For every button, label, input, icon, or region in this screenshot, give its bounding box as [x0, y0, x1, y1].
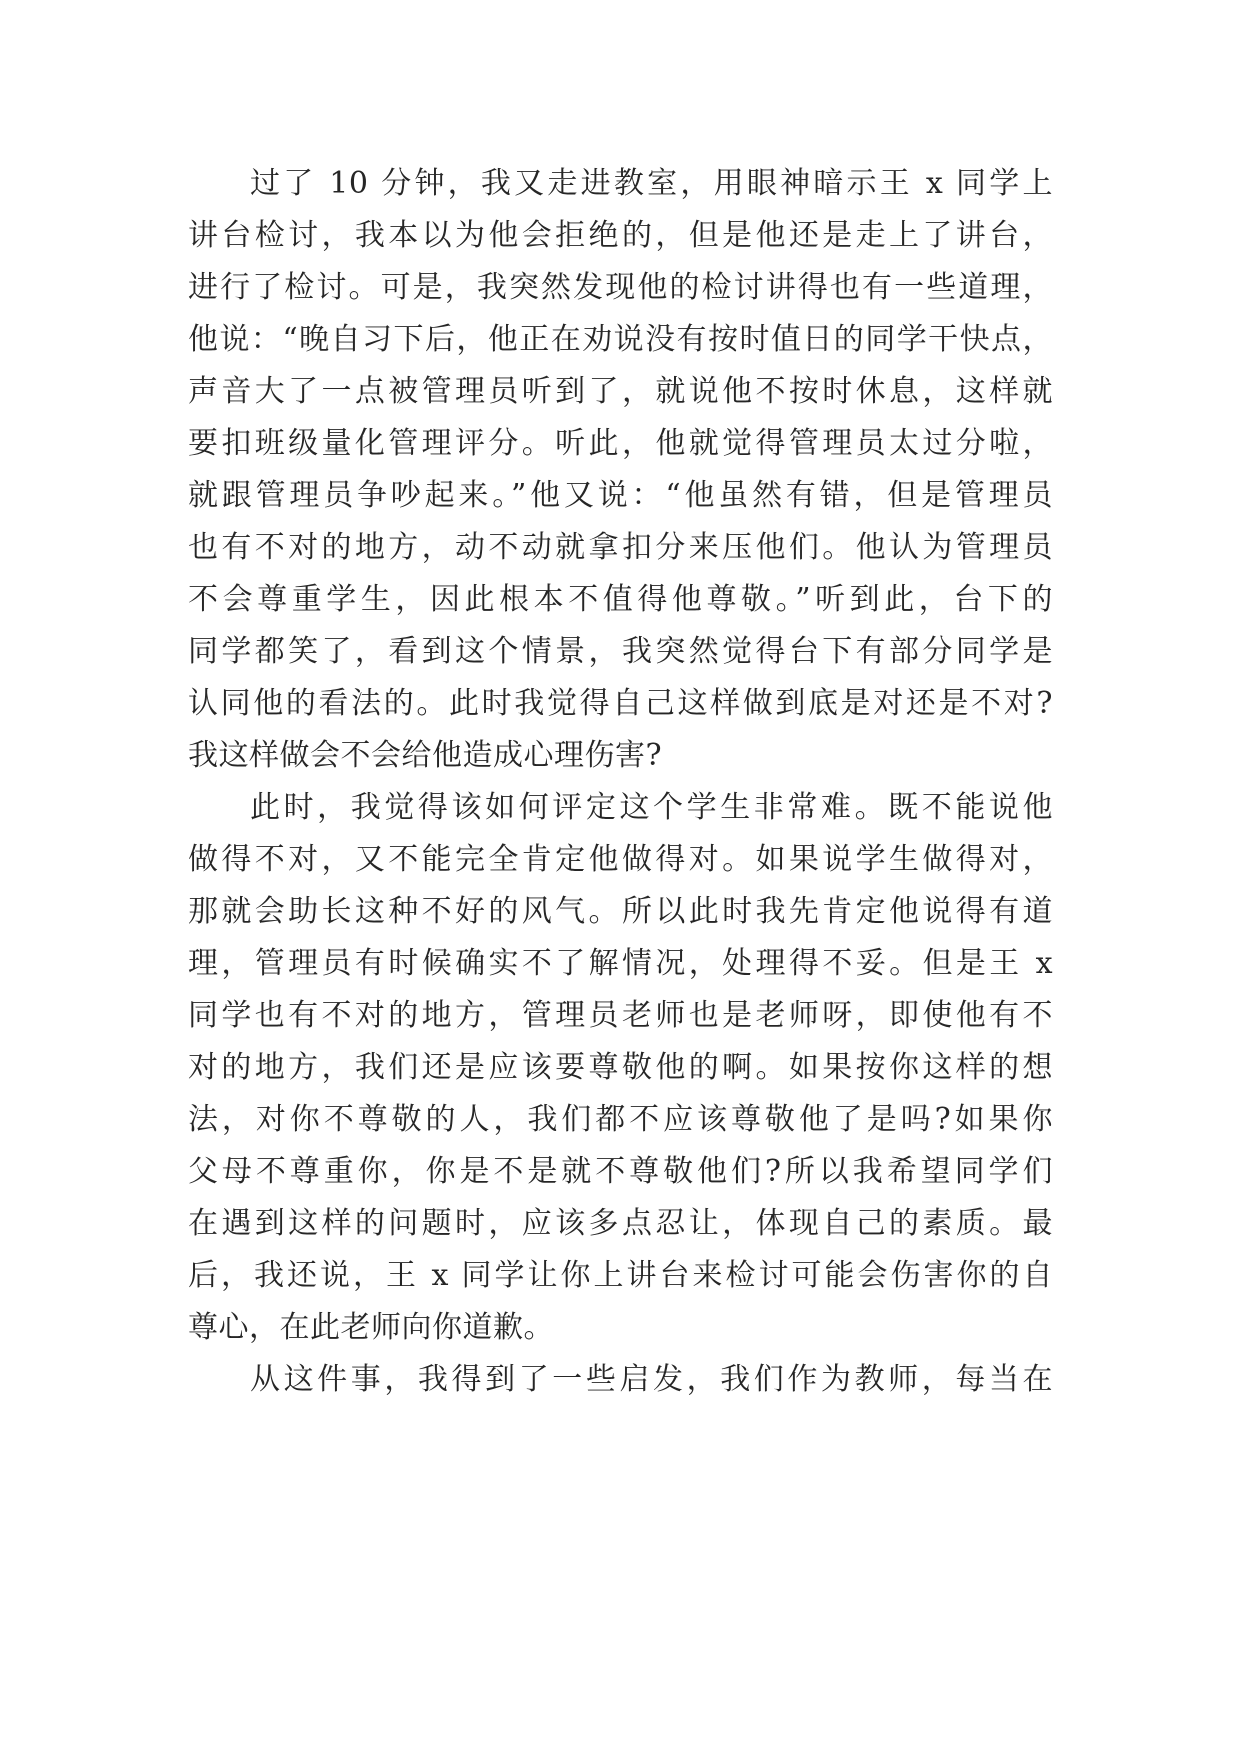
text-line: 父母不尊重你，你是不是就不尊敬他们?所以我希望同学们 — [188, 1154, 1053, 1189]
text-line: 过了 10 分钟，我又走进教室，用眼神暗示王 x 同学上 — [250, 166, 1053, 201]
text-line: 他说：“晚自习下后，他正在劝说没有按时值日的同学干快点， — [188, 322, 1053, 357]
text-line: 不会尊重学生，因此根本不值得他尊敬。”听到此，台下的 — [188, 582, 1053, 617]
text-line: 也有不对的地方，动不动就拿扣分来压他们。他认为管理员 — [188, 530, 1053, 565]
text-line: 那就会助长这种不好的风气。所以此时我先肯定他说得有道 — [188, 894, 1053, 929]
text-line: 后，我还说，王 x 同学让你上讲台来检讨可能会伤害你的自 — [188, 1258, 1053, 1293]
text-line: 此时，我觉得该如何评定这个学生非常难。既不能说他 — [250, 790, 1053, 825]
text-line: 理，管理员有时候确实不了解情况，处理得不妥。但是王 x — [188, 946, 1053, 981]
text-line: 认同他的看法的。此时我觉得自己这样做到底是对还是不对? — [188, 686, 1053, 721]
text-line: 进行了检讨。可是，我突然发现他的检讨讲得也有一些道理， — [188, 270, 1053, 305]
text-line: 法，对你不尊敬的人，我们都不应该尊敬他了是吗?如果你 — [188, 1102, 1053, 1137]
text-line: 在遇到这样的问题时，应该多点忍让，体现自己的素质。最 — [188, 1206, 1053, 1241]
text-line: 同学都笑了，看到这个情景，我突然觉得台下有部分同学是 — [188, 634, 1053, 669]
paragraph-2 — [188, 782, 1053, 1354]
text-line: 对的地方，我们还是应该要尊敬他的啊。如果按你这样的想 — [188, 1050, 1053, 1085]
text-line: 从这件事，我得到了一些启发，我们作为教师，每当在 — [250, 1362, 1053, 1397]
text-line: 声音大了一点被管理员听到了，就说他不按时休息，这样就 — [188, 374, 1053, 409]
text-line: 做得不对，又不能完全肯定他做得对。如果说学生做得对， — [188, 842, 1053, 877]
text-line: 同学也有不对的地方，管理员老师也是老师呀，即使他有不 — [188, 998, 1053, 1033]
text-line: 讲台检讨，我本以为他会拒绝的，但是他还是走上了讲台， — [188, 218, 1053, 253]
text-line: 我这样做会不会给他造成心理伤害? — [188, 738, 663, 773]
body-text — [188, 158, 1053, 1406]
paragraph-3 — [188, 1354, 1053, 1406]
text-line: 要扣班级量化管理评分。听此，他就觉得管理员太过分啦， — [188, 426, 1053, 461]
text-line: 尊心，在此老师向你道歉。 — [188, 1310, 554, 1345]
text-line: 就跟管理员争吵起来。”他又说：“他虽然有错，但是管理员 — [188, 478, 1053, 513]
paragraph-1 — [188, 158, 1053, 782]
